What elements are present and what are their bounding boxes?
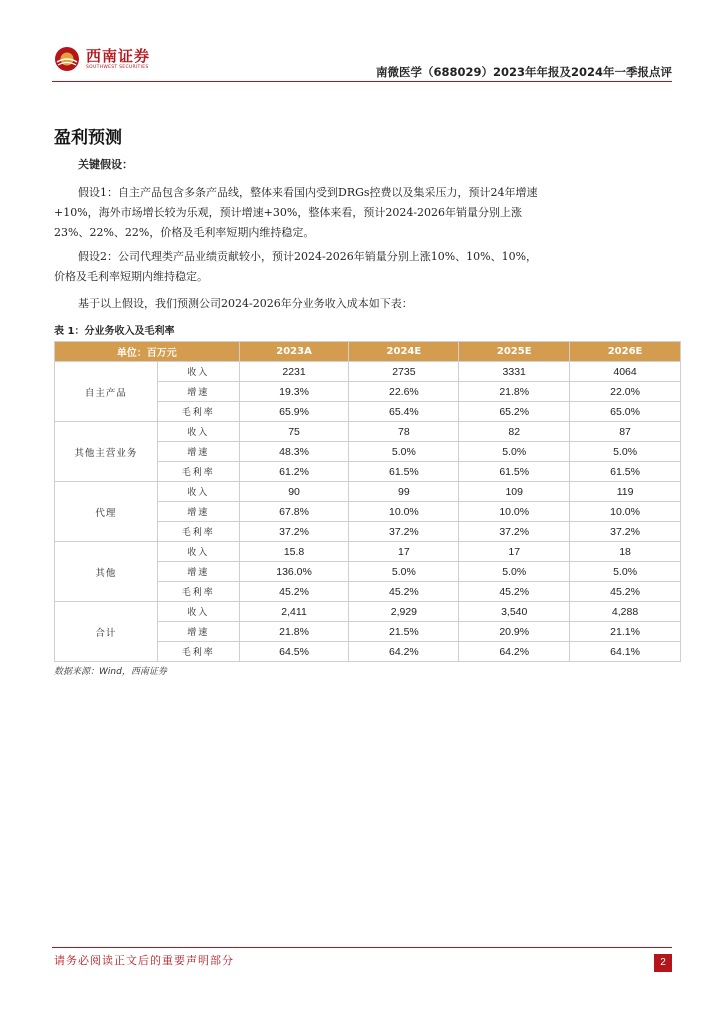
table-cell: 21.1% <box>570 622 681 642</box>
table-cell: 65.9% <box>239 402 349 422</box>
table-header-unit: 单位：百万元 <box>55 342 240 362</box>
table-cell: 82 <box>459 422 570 442</box>
metric-label: 增速 <box>157 622 239 642</box>
table-cell: 61.5% <box>459 462 570 482</box>
table-cell: 17 <box>349 542 459 562</box>
metric-label: 增速 <box>157 442 239 462</box>
table-cell: 67.8% <box>239 502 349 522</box>
table-cell: 10.0% <box>459 502 570 522</box>
table-cell: 136.0% <box>239 562 349 582</box>
table-cell: 10.0% <box>349 502 459 522</box>
table-cell: 37.2% <box>239 522 349 542</box>
table-cell: 64.1% <box>570 642 681 662</box>
metric-label: 毛利率 <box>157 462 239 482</box>
assumption-2-paragraph: 假设2：公司代理类产品业绩贡献较小，预计2024-2026年销量分别上涨10%、10%、10%，价格及毛利率短期内维持稳定。 <box>54 250 538 283</box>
table-cell: 78 <box>349 422 459 442</box>
table-cell: 37.2% <box>459 522 570 542</box>
table-cell: 4064 <box>570 362 681 382</box>
metric-label: 收入 <box>157 542 239 562</box>
footer-disclaimer: 请务必阅读正文后的重要声明部分 <box>54 954 234 967</box>
table-cell: 61.2% <box>239 462 349 482</box>
table-cell: 75 <box>239 422 349 442</box>
metric-label: 毛利率 <box>157 402 239 422</box>
section-title: 盈利预测 <box>54 128 122 148</box>
table-cell: 2,411 <box>239 602 349 622</box>
table-cell: 21.8% <box>239 622 349 642</box>
table-cell: 5.0% <box>570 562 681 582</box>
metric-label: 毛利率 <box>157 642 239 662</box>
table-cell: 99 <box>349 482 459 502</box>
table-cell: 5.0% <box>459 442 570 462</box>
table-header-year: 2024E <box>349 342 459 362</box>
table-cell: 4,288 <box>570 602 681 622</box>
table-cell: 61.5% <box>570 462 681 482</box>
table-cell: 87 <box>570 422 681 442</box>
table-cell: 5.0% <box>459 562 570 582</box>
table-cell: 61.5% <box>349 462 459 482</box>
page-number: 2 <box>654 954 672 972</box>
metric-label: 增速 <box>157 382 239 402</box>
table-row <box>55 482 681 502</box>
revenue-margin-table <box>54 341 681 662</box>
table-header-year: 2026E <box>570 342 681 362</box>
table-cell: 48.3% <box>239 442 349 462</box>
metric-label: 毛利率 <box>157 522 239 542</box>
metric-label: 收入 <box>157 482 239 502</box>
table-cell: 5.0% <box>349 442 459 462</box>
table-cell: 64.2% <box>459 642 570 662</box>
metric-label: 收入 <box>157 362 239 382</box>
logo-text-en: SOUTHWEST SECURITIES <box>86 65 149 70</box>
logo-text-cn: 西南证券 <box>86 47 151 65</box>
table-header-row <box>55 342 681 362</box>
table-cell: 10.0% <box>570 502 681 522</box>
table-cell: 21.5% <box>349 622 459 642</box>
metric-label: 增速 <box>157 502 239 522</box>
table-cell: 2735 <box>349 362 459 382</box>
assumption-1-paragraph: 假设1：自主产品包含多条产品线，整体来看国内受到DRGs控费以及集采压力，预计24年增速+10%，海外市场增长较为乐观，预计增速+30%，整体来看，预计2024-2026年销量分别上涨23%、22%、22%，价格及毛利率短期内维持稳定。 <box>54 186 538 239</box>
table-cell: 45.2% <box>570 582 681 602</box>
table-cell: 37.2% <box>570 522 681 542</box>
table-cell: 109 <box>459 482 570 502</box>
group-label: 合计 <box>55 602 158 662</box>
table-cell: 2231 <box>239 362 349 382</box>
table-cell: 19.3% <box>239 382 349 402</box>
company-logo <box>54 44 150 74</box>
key-assumptions-heading: 关键假设： <box>78 158 133 171</box>
table-cell: 37.2% <box>349 522 459 542</box>
table-cell: 3,540 <box>459 602 570 622</box>
table-cell: 20.9% <box>459 622 570 642</box>
table-row <box>55 602 681 622</box>
metric-label: 毛利率 <box>157 582 239 602</box>
table-title: 表 1：分业务收入及毛利率 <box>54 326 175 337</box>
table-cell: 90 <box>239 482 349 502</box>
table-cell: 65.2% <box>459 402 570 422</box>
table-cell: 3331 <box>459 362 570 382</box>
table-cell: 119 <box>570 482 681 502</box>
footer-divider <box>52 947 672 948</box>
table-cell: 22.6% <box>349 382 459 402</box>
table-cell: 45.2% <box>459 582 570 602</box>
group-label: 代理 <box>55 482 158 542</box>
table-row <box>55 542 681 562</box>
table-cell: 2,929 <box>349 602 459 622</box>
header-divider <box>52 81 672 82</box>
group-label: 其他 <box>55 542 158 602</box>
table-cell: 15.8 <box>239 542 349 562</box>
sun-logo-icon <box>54 46 80 72</box>
metric-label: 收入 <box>157 602 239 622</box>
table-cell: 5.0% <box>349 562 459 582</box>
table-cell: 22.0% <box>570 382 681 402</box>
report-title: 南微医学（688029）2023年年报及2024年一季报点评 <box>375 65 672 79</box>
group-label: 其他主营业务 <box>55 422 158 482</box>
table-header-year: 2023A <box>239 342 349 362</box>
table-header-year: 2025E <box>459 342 570 362</box>
table-cell: 18 <box>570 542 681 562</box>
table-cell: 65.0% <box>570 402 681 422</box>
group-label: 自主产品 <box>55 362 158 422</box>
table-cell: 64.2% <box>349 642 459 662</box>
conclusion-paragraph: 基于以上假设，我们预测公司2024-2026年分业务收入成本如下表： <box>78 297 413 310</box>
table-cell: 45.2% <box>349 582 459 602</box>
metric-label: 增速 <box>157 562 239 582</box>
table-cell: 5.0% <box>570 442 681 462</box>
metric-label: 收入 <box>157 422 239 442</box>
table-row <box>55 362 681 382</box>
table-cell: 64.5% <box>239 642 349 662</box>
table-row <box>55 422 681 442</box>
table-cell: 65.4% <box>349 402 459 422</box>
data-source-note: 数据来源：Wind，西南证券 <box>54 667 167 677</box>
table-cell: 45.2% <box>239 582 349 602</box>
table-cell: 17 <box>459 542 570 562</box>
table-cell: 21.8% <box>459 382 570 402</box>
